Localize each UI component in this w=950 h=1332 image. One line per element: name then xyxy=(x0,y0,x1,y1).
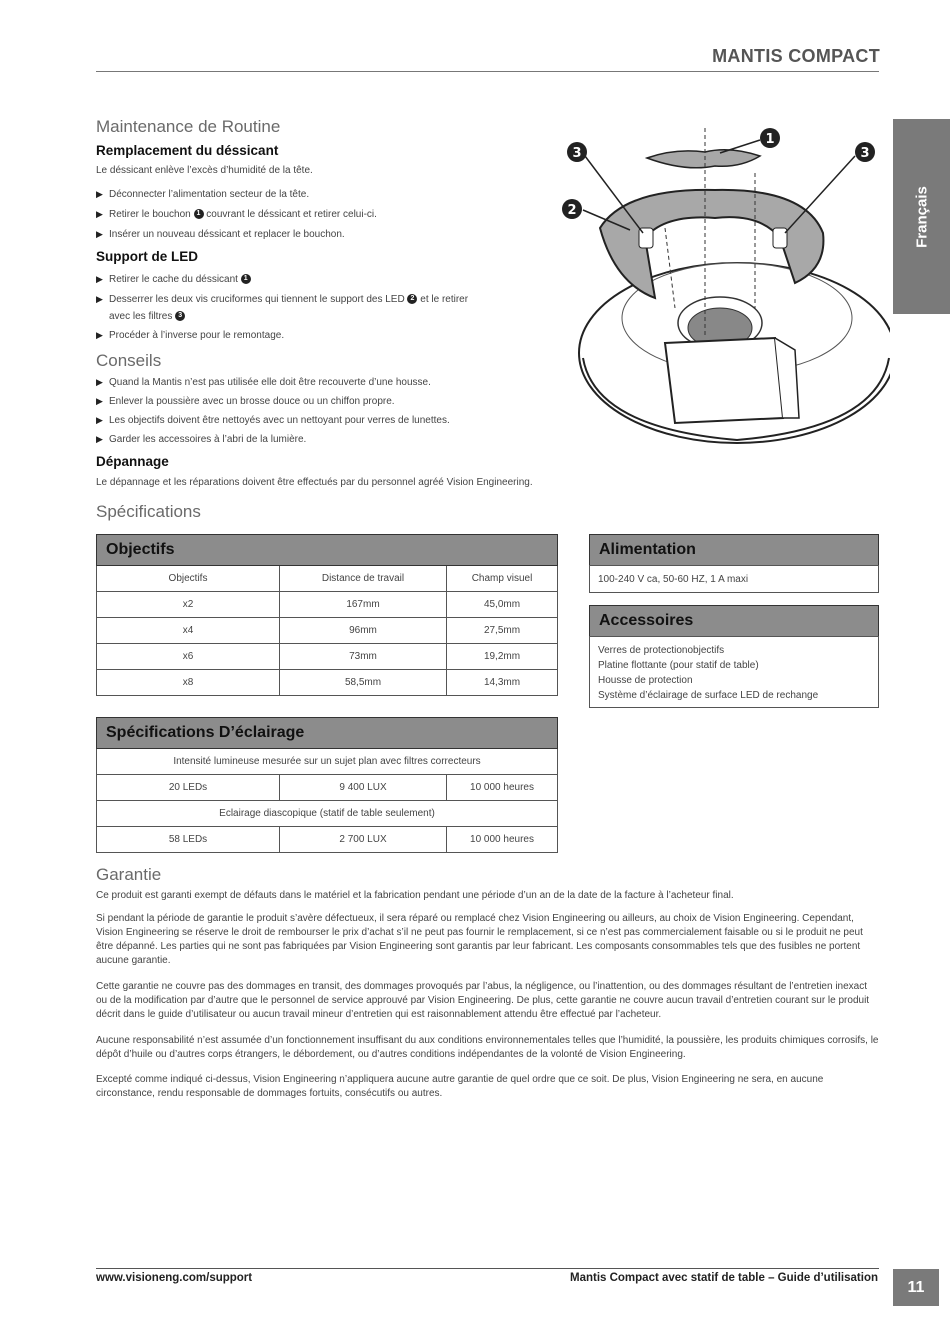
warranty-paragraph: Cette garantie ne couvre pas des dommages en transit, des dommages provoqués par l’abus, la négligence, ou l’inattention, ou des dommages résultant de l’entretien inexact ou de la modification par d’autre que le personnel de service approuvé par Vision Engineering. De plus, cette garantie ne couvre aucun travail d’entretien courant sur le produit décrit dans le guide d’utilisateur ou aucun travail mineur d’entretien qui est raisonnablement attendu être effectué par l’acheteur. xyxy=(96,981,870,1020)
led-step-1: ▶ Retirer le cache du déssicant 1 xyxy=(96,272,251,287)
language-tab-label: Français xyxy=(913,185,930,248)
maintenance-title: Maintenance de Routine xyxy=(96,117,281,136)
callout-1-label: 1 xyxy=(765,132,775,147)
lighting-title: Spécifications D’éclairage xyxy=(97,718,558,749)
col-header: Objectifs xyxy=(97,566,280,592)
table-row: x8 58,5mm 14,3mm xyxy=(97,670,558,696)
warranty-paragraph: Aucune responsabilité n’est assumée d’un fonctionnement insuffisant du aux conditions environnementales telles que l’humidité, la poussière, les produits chimiques corrosifs, le dépôt d’huile ou d’autres corps étrangers, le débordement, ou d’autres conditions indépendantes de la volonté de Vision Engineering. xyxy=(96,1035,879,1060)
troubleshooting-title: Dépannage xyxy=(96,454,169,469)
list-item: Verres de protectionobjectifs xyxy=(598,645,725,656)
desiccant-cap-shape xyxy=(647,150,760,168)
callout-3-label-right: 3 xyxy=(860,146,870,161)
table-row xyxy=(97,566,558,592)
led-module-right xyxy=(773,228,787,248)
tip-item: ▶ Quand la Mantis n’est pas utilisée elle doit être recouverte d’une housse. xyxy=(96,377,431,388)
warranty-paragraph: Ce produit est garanti exempt de défauts dans le matériel et la fabrication pendant une période d’un an de la date de la facture à l’acheteur final. xyxy=(96,890,734,901)
led-step-2: ▶ Desserrer les deux vis cruciformes qui tiennent le support des LED 2 et le retirer xyxy=(96,294,469,305)
language-tab xyxy=(893,119,950,314)
led-step-2-cont: avec les filtres 3 xyxy=(109,309,185,324)
list-item: Housse de protection xyxy=(598,675,693,686)
footer-url[interactable]: www.visioneng.com/support xyxy=(96,1272,253,1284)
power-title: Alimentation xyxy=(589,534,879,566)
callout-1-icon: 1 xyxy=(194,209,204,219)
led-step-3: ▶ Procéder à l’inverse pour le remontage. xyxy=(96,330,285,341)
table-row: 58 LEDs 2 700 LUX 10 000 heures xyxy=(97,827,558,853)
tips-title: Conseils xyxy=(96,351,162,370)
table-row: 20 LEDs 9 400 LUX 10 000 heures xyxy=(97,775,558,801)
table-row: x4 96mm 27,5mm xyxy=(97,618,558,644)
page-number: 11 xyxy=(893,1269,939,1306)
desiccant-step-2: ▶ Retirer le bouchon 1 couvrant le déssicant et retirer celui-ci. xyxy=(96,209,377,220)
warranty-paragraph: Excepté comme indiqué ci-dessus, Vision Engineering n’appliquera aucune autre garantie de quel ordre que ce soit. De plus, Vision Engineering ne sera, en aucune circonstance, rendu responsable de dommages fortuits, consécutifs ou autres. xyxy=(96,1074,824,1099)
callout-3-label-left: 3 xyxy=(572,146,582,161)
col-header: Champ visuel xyxy=(447,566,558,592)
accessories-title: Accessoires xyxy=(589,605,879,637)
callout-1-icon: 1 xyxy=(241,274,251,284)
tip-item: ▶ Les objectifs doivent être nettoyés avec un nettoyant pour verres de lunettes. xyxy=(96,415,450,426)
footer-guide-title: Mantis Compact avec statif de table – Guide d’utilisation xyxy=(569,1272,878,1284)
objectives-table xyxy=(96,534,558,696)
callout-3-icon: 3 xyxy=(175,311,185,321)
desiccant-step-1: ▶ Déconnecter l’alimentation secteur de la tête. xyxy=(96,189,310,200)
desiccant-step-3: ▶ Insérer un nouveau déssicant et replacer le bouchon. xyxy=(96,229,345,240)
table-row: Intensité lumineuse mesurée sur un sujet plan avec filtres correcteurs xyxy=(97,749,558,775)
table-row: Eclairage diascopique (statif de table seulement) xyxy=(97,801,558,827)
callout-2-label: 2 xyxy=(567,203,577,218)
tip-item: ▶ Garder les accessoires à l’abri de la lumière. xyxy=(96,434,307,445)
table-row: x6 73mm 19,2mm xyxy=(97,644,558,670)
specs-title: Spécifications xyxy=(96,502,201,521)
warranty-title: Garantie xyxy=(96,865,162,884)
list-item: Système d’éclairage de surface LED de rechange xyxy=(598,690,819,701)
troubleshooting-text: Le dépannage et les réparations doivent être effectués par du personnel agréé Vision Engineering. xyxy=(96,477,533,488)
warranty-paragraph: Si pendant la période de garantie le produit s’avère défectueux, il sera réparé ou remplacé chez Vision Engineering ou ailleurs, au choix de Vision Engineering. Cependant, Vision Engineering se réserve le droit de rembourser le prix d’achat s’il ne peut pas fournir le remplacement, si ce n’est pas commercialement faisable ou si le produit ne peut être dépanné. Les parties qui ne sont pas fabriquées par Vision Engineering sont garantis par leur fabricant. Les composants consommables tels que des fusibles ne portent aucune garantie. xyxy=(96,913,863,966)
front-box-shape xyxy=(665,338,783,423)
desiccant-title: Remplacement du déssicant xyxy=(96,143,279,158)
led-support-diagram xyxy=(555,118,890,453)
page-header-title: MANTIS COMPACT xyxy=(712,46,880,66)
led-title: Support de LED xyxy=(96,249,198,264)
tip-item: ▶ Enlever la poussière avec un brosse douce ou un chiffon propre. xyxy=(96,396,395,407)
objectives-title: Objectifs xyxy=(97,535,558,566)
footer-rule xyxy=(96,1268,879,1269)
accessories-list xyxy=(589,636,879,708)
table-row: x2 167mm 45,0mm xyxy=(97,592,558,618)
power-text: 100-240 V ca, 50-60 HZ, 1 A maxi xyxy=(589,565,879,593)
callout-2-icon: 2 xyxy=(407,294,417,304)
lighting-table xyxy=(96,717,558,853)
col-header: Distance de travail xyxy=(280,566,447,592)
desiccant-intro: Le déssicant enlève l’excès d’humidité de la tête. xyxy=(96,165,313,176)
header-rule xyxy=(96,71,879,72)
list-item: Platine flottante (pour statif de table) xyxy=(598,660,759,671)
